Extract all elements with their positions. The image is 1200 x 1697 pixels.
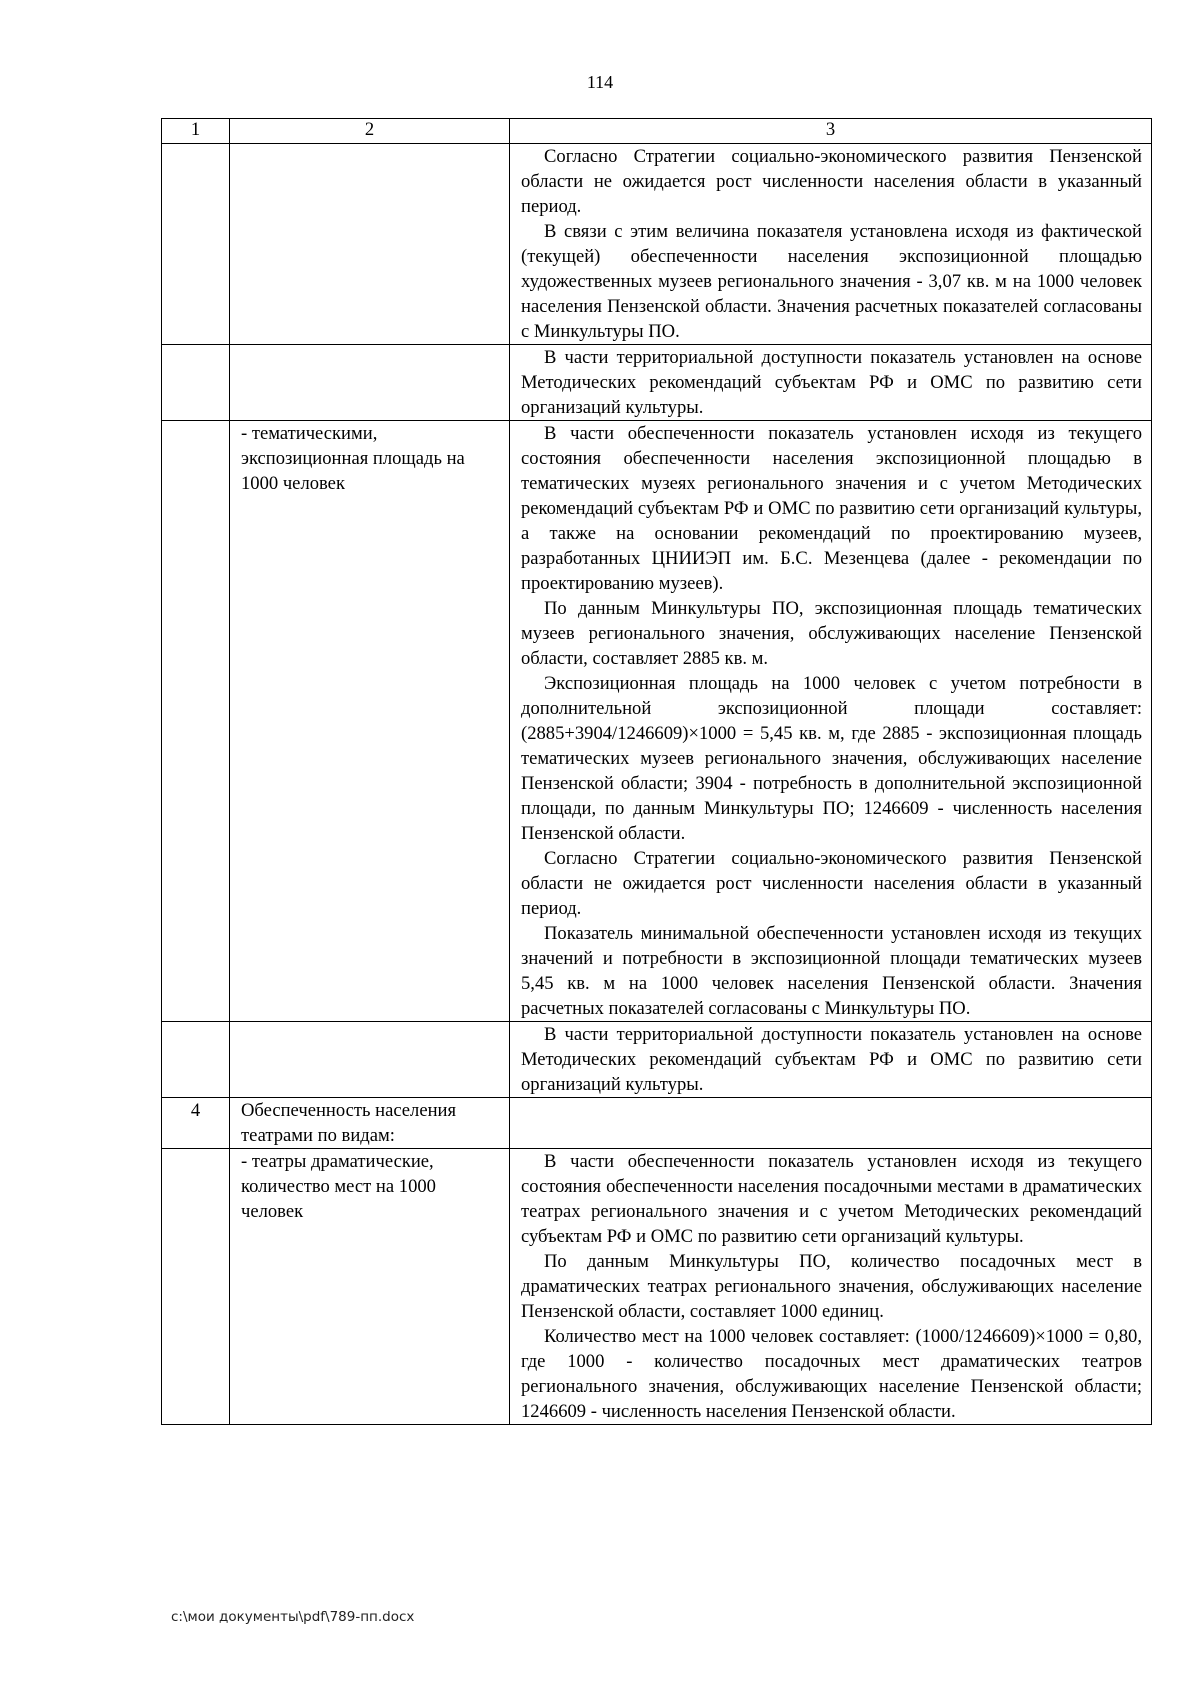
indicator-label: - тематическими, экспозиционная площадь на 1000 человек [241, 423, 465, 494]
paragraph: По данным Минкультуры ПО, количество посадочных мест в драматических театрах регионального значения, обслуживающих население Пензенской области, составляет 1000 единиц. [521, 1251, 1142, 1322]
paragraph: В части территориальной доступности показатель установлен на основе Методических рекомендаций субъектам РФ и ОМС по развитию сети организаций культуры. [521, 347, 1142, 418]
table-row [162, 1098, 1152, 1149]
footer-file-path: c:\мои документы\pdf\789-пп.docx [171, 1609, 415, 1625]
paragraph: Согласно Стратегии социально-экономического развития Пензенской области не ожидается рост численности населения области в указанный период. [521, 848, 1142, 919]
paragraph: Показатель минимальной обеспеченности установлен исходя из текущих значений и потребности в экспозиционной площади тематических музеев 5,45 кв. м на 1000 человек населения Пензенской области. Значения расчетных показателей согласованы с Минкультуры ПО. [521, 923, 1142, 1019]
paragraph: По данным Минкультуры ПО, экспозиционная площадь тематических музеев регионального значения, обслуживающих население Пензенской области, составляет 2885 кв. м. [521, 598, 1142, 669]
rationale-cell [510, 345, 1152, 421]
row-number-cell [162, 421, 230, 1022]
row-number-cell [162, 1022, 230, 1098]
indicator-cell [230, 1022, 510, 1098]
indicator-label: Обеспеченность населения театрами по видам: [241, 1100, 457, 1146]
rationale-cell [510, 144, 1152, 345]
indicator-table [161, 118, 1152, 1425]
indicator-cell [230, 421, 510, 1022]
indicator-label: - театры драматические, количество мест на 1000 человек [241, 1151, 436, 1222]
table-row [162, 421, 1152, 1022]
indicator-cell [230, 345, 510, 421]
paragraph: В части обеспеченности показатель установлен исходя из текущего состояния обеспеченности населения посадочными местами в драматических театрах регионального значения и с учетом Методических рекомендаций субъектам РФ и ОМС по развитию сети организаций культуры. [521, 1151, 1142, 1247]
header-col-2: 2 [230, 119, 510, 144]
indicator-cell [230, 1149, 510, 1425]
table-header-row [162, 119, 1152, 144]
paragraph: Экспозиционная площадь на 1000 человек с учетом потребности в дополнительной экспозиционной площади составляет: (2885+3904/1246609)×1000 = 5,45 кв. м, где 2885 - экспозиционная площадь тематических музеев регионального значения, обслуживающих население Пензенской области; 3904 - потребность в дополнительной экспозиционной площади, по данным Минкультуры ПО; 1246609 - численность населения Пензенской области. [521, 673, 1142, 844]
header-col-1: 1 [162, 119, 230, 144]
rationale-cell [510, 421, 1152, 1022]
paragraph: В связи с этим величина показателя установлена исходя из фактической (текущей) обеспеченности населения экспозиционной площадью художественных музеев регионального значения - 3,07 кв. м на 1000 человек населения Пензенской области. Значения расчетных показателей согласованы с Минкультуры ПО. [521, 221, 1142, 342]
rationale-cell [510, 1149, 1152, 1425]
table-row [162, 1022, 1152, 1098]
page-number: 114 [586, 72, 614, 92]
table-row [162, 345, 1152, 421]
row-number-cell [162, 345, 230, 421]
indicator-cell [230, 144, 510, 345]
header-col-3: 3 [510, 119, 1152, 144]
table-row [162, 144, 1152, 345]
row-number-cell: 4 [162, 1098, 230, 1149]
rationale-cell [510, 1098, 1152, 1149]
indicator-cell [230, 1098, 510, 1149]
rationale-cell [510, 1022, 1152, 1098]
paragraph: Согласно Стратегии социально-экономического развития Пензенской области не ожидается рост численности населения области в указанный период. [521, 146, 1142, 217]
paragraph: В части территориальной доступности показатель установлен на основе Методических рекомендаций субъектам РФ и ОМС по развитию сети организаций культуры. [521, 1024, 1142, 1095]
table-row [162, 1149, 1152, 1425]
row-number-cell [162, 144, 230, 345]
paragraph: Количество мест на 1000 человек составляет: (1000/1246609)×1000 = 0,80, где 1000 - количество посадочных мест драматических театров регионального значения, обслуживающих население Пензенской области; 1246609 - численность населения Пензенской области. [521, 1326, 1142, 1422]
paragraph: В части обеспеченности показатель установлен исходя из текущего состояния обеспеченности населения экспозиционной площадью в тематических музеях регионального значения и с учетом Методических рекомендаций субъектам РФ и ОМС по развитию сети организаций культуры, а также на основании рекомендаций по проектированию музеев, разработанных ЦНИИЭП им. Б.С. Мезенцева (далее - рекомендации по проектированию музеев). [521, 423, 1142, 594]
row-number-cell [162, 1149, 230, 1425]
